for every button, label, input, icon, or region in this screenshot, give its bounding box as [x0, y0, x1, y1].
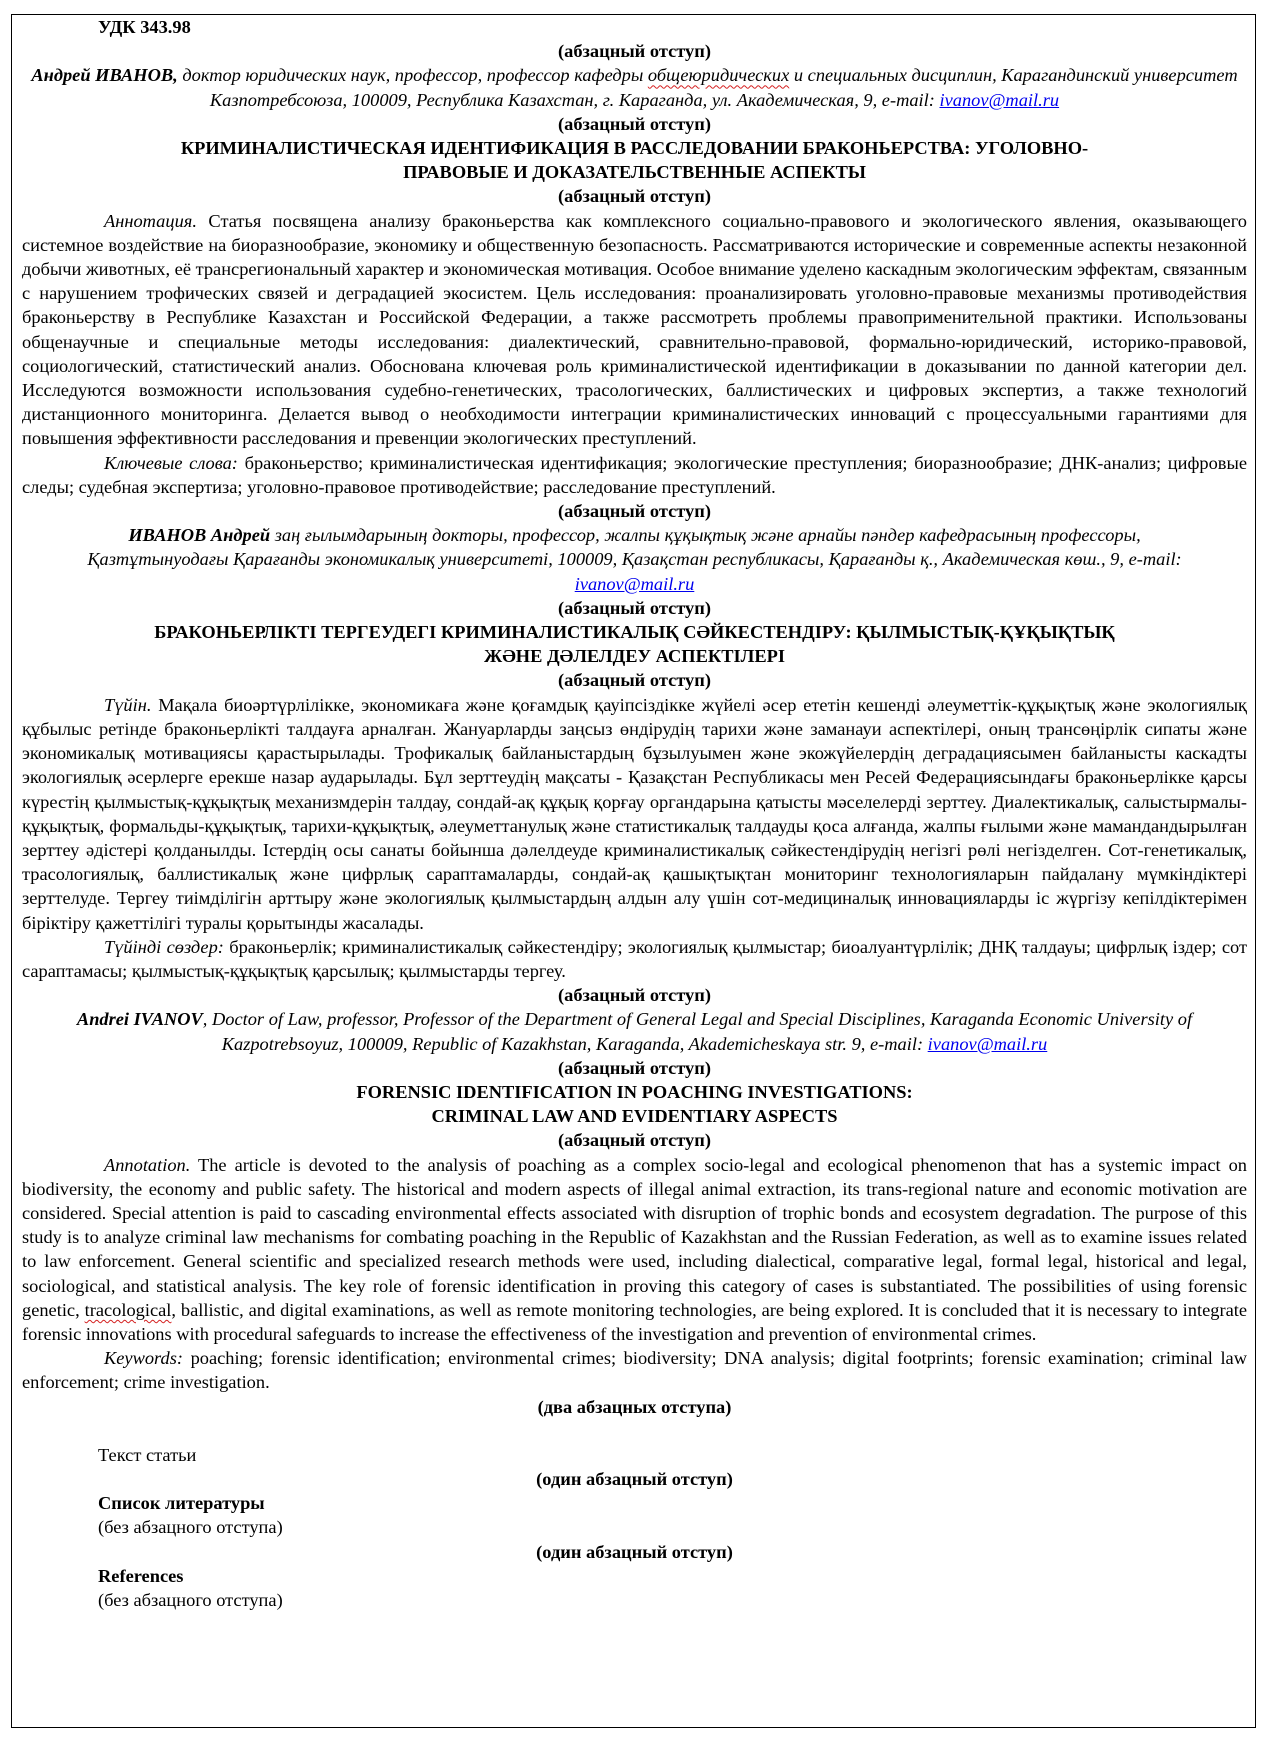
- ru-spellcheck-word: общеюридических: [647, 65, 790, 86]
- ru-keywords-label: Ключевые слова:: [104, 452, 238, 473]
- indent-mark: (абзацный отступ): [558, 113, 711, 134]
- ru-title-line2: ПРАВОВЫЕ И ДОКАЗАТЕЛЬСТВЕННЫЕ АСПЕКТЫ: [403, 162, 866, 183]
- ru-abstract-label: Аннотация.: [104, 210, 197, 231]
- no-indent-note: (без абзацного отступа): [98, 1517, 283, 1538]
- indent-mark: (абзацный отступ): [558, 1057, 711, 1078]
- en-author-name: Andrei IVANOV: [76, 1009, 203, 1030]
- kz-email-link[interactable]: ivanov@mail.ru: [574, 573, 695, 594]
- kz-abstract-label: Түйін.: [104, 694, 152, 715]
- ru-title-line1: КРИМИНАЛИСТИЧЕСКАЯ ИДЕНТИФИКАЦИЯ В РАССЛЕДОВАНИИ БРАКОНЬЕРСТВА: УГОЛОВНО-: [180, 138, 1089, 159]
- indent-mark: (абзацный отступ): [558, 670, 711, 691]
- indent-mark: (абзацный отступ): [558, 186, 711, 207]
- kz-author-block: [22, 523, 1247, 596]
- kz-abstract: [22, 693, 1247, 935]
- en-abstract: [22, 1153, 1247, 1347]
- en-title-line2: CRIMINAL LAW AND EVIDENTIARY ASPECTS: [431, 1106, 838, 1127]
- kz-author-name: ИВАНОВ Андрей: [128, 525, 271, 546]
- ru-author-info-2: и специальных дисциплин, Карагандинский университет Казпотребсоюза, 100009, Республика Казахстан, г. Караганда, ул. Академическая, 9, e-mail:: [209, 65, 1238, 110]
- en-abstract-label: Annotation.: [104, 1154, 191, 1175]
- kz-title-line2: ЖӘНЕ ДӘЛЕЛДЕУ АСПЕКТІЛЕРІ: [484, 646, 785, 667]
- ru-abstract-text: Статья посвящена анализу браконьерства как комплексного социально-правового и экологического явления, оказывающего системное воздействие на биоразнообразие, экономику и общественную безопасность. Рассматриваются исторические и современные аспекты незаконной добычи животных, её трансрегиональный характер и экономическая мотивация. Особое внимание уделено каскадным экологическим эффектам, связанным с нарушением трофических связей и деградацией экосистем. Цель исследования: проанализировать уголовно-правовые механизмы противодействия браконьерству в Республике Казахстан и Российской Федерации, а также рассмотреть проблемы правоприменительной практики. Использованы общенаучные и специальные методы исследования: диалектический, сравнительно-правовой, формально-юридический, историко-правовой, социологический, статистический анализ. Обоснована ключевая роль криминалистической идентификации в доказывании по данной категории дел. Исследуются возможности использования судебно-генетических, трасологических, баллистических и цифровых экспертиз, а также технологий дистанционного мониторинга. Делается вывод о необходимости интеграции криминалистических инноваций с процессуальными гарантиями для повышения эффективности расследования и превенции экологических преступлений.: [22, 210, 1247, 449]
- document-page: [11, 14, 1256, 1728]
- document-content: [22, 15, 1247, 1612]
- ru-title: [22, 136, 1247, 184]
- kz-abstract-text: Мақала биоәртүрлілікке, экономикаға және қоғамдық қауіпсіздікке жүйелі әсер ететін кешенді әлеуметтік-құқықтық және экологиялық құбылыс ретінде браконьерлікті талдауға арналған. Жануарларды заңсыз өндірудің тарихи және заманауи аспектілері, оның трансөңірлік сипаты және экономикалық мотивациясы қарастырылады. Трофикалық байланыстардың бұзылуымен және экожүйелердің деградациясымен байланысты каскадты экологиялық әсерлерге ерекше назар аударылады. Бұл зерттеудің мақсаты - Қазақстан Республикасы мен Ресей Федерациясындағы браконьерлікке қарсы күрестің қылмыстық-құқықтық механизмдерін талдау, сондай-ақ құқық қорғау органдарына қатысты мәселелерді зерттеу. Диалектикалық, салыстырмалы-құқықтық, формальды-құқықтық, тарихи-құқықтық, әлеуметтанулық және статистикалық талдауды қоса алғанда, жалпы ғылыми және мамандандырылған зерттеу әдістері қолданылды. Істердің осы санаты бойынша дәлелдеуде криминалистикалық сәйкестендірудің негізгі рөлі негізделген. Сот-генетикалық, трасологиялық, баллистикалық және цифрлық сараптамаларды, сондай-ақ қашықтықтан мониторинг технологияларын пайдалану мүмкіндіктері зерттелуде. Тергеу тиімділігін арттыру және экологиялық қылмыстардың алдын алу үшін сот-медициналық инновацияларды іс жүргізу кепілдіктерімен біріктіру қажеттілігі туралы қорытынды жасалады.: [22, 694, 1247, 933]
- kz-author-info: заң ғылымдарының докторы, профессор, жалпы құқықтық және арнайы пәндер кафедрасының профессоры, Қазтұтынуодағы Қарағанды экономикалық университеті, 100009, Қазақстан республикасы, Қарағанды қ., Академическая көш., 9, e-mail:: [87, 525, 1182, 570]
- ru-author-info-1: доктор юридических наук, профессор, профессор кафедры: [177, 65, 648, 86]
- en-abstract-text-2: , ballistic, and digital examinations, as well as remote monitoring technologies, are being explored. It is concluded that it is necessary to integrate forensic innovations with procedural safeguards to increase the effectiveness of the investigation and prevention of environmental crimes.: [22, 1299, 1247, 1344]
- indent-mark: (абзацный отступ): [558, 985, 711, 1006]
- references-en-heading: References: [98, 1565, 184, 1586]
- indent-mark: (абзацный отступ): [558, 41, 711, 62]
- indent-mark: (абзацный отступ): [558, 1130, 711, 1151]
- indent-mark: (абзацный отступ): [558, 501, 711, 522]
- udk-code: УДК 343.98: [98, 17, 191, 37]
- en-keywords-text: poaching; forensic identification; environmental crimes; biodiversity; DNA analysis; digital footprints; forensic examination; criminal law enforcement; crime investigation.: [22, 1348, 1247, 1393]
- ru-author-name: Андрей ИВАНОВ,: [31, 65, 178, 86]
- ru-author-block: [22, 63, 1247, 111]
- ru-email-link[interactable]: ivanov@mail.ru: [939, 89, 1060, 110]
- kz-keywords: [22, 935, 1247, 983]
- indent-mark: (абзацный отступ): [558, 597, 711, 618]
- article-text-placeholder: Текст статьи: [98, 1444, 197, 1465]
- en-author-block: [22, 1007, 1247, 1055]
- blank-line: [22, 1419, 1247, 1443]
- kz-keywords-label: Түйінді сөздер:: [104, 936, 224, 957]
- two-indents-mark: (два абзацных отступа): [537, 1396, 732, 1417]
- en-abstract-text-1: The article is devoted to the analysis of poaching as a complex socio-legal and ecological phenomenon that has a systemic impact on biodiversity, the economy and public safety. The historical and modern aspects of illegal animal extraction, its trans-regional nature and economic motivation are considered. Special attention is paid to cascading environmental effects associated with disruption of trophic bonds and ecosystem degradation. The purpose of this study is to analyze criminal law mechanisms for combating poaching in the Republic of Kazakhstan and the Russian Federation, as well as to examine issues related to law enforcement. General scientific and specialized research methods were used, including dialectical, comparative legal, formal legal, historical and legal, sociological, and statistical analysis. The key role of forensic identification in proving this category of cases is substantiated. The possibilities of using forensic genetic,: [22, 1154, 1247, 1320]
- kz-title-line1: БРАКОНЬЕРЛІКТІ ТЕРГЕУДЕГІ КРИМИНАЛИСТИКАЛЫҚ СӘЙКЕСТЕНДІРУ: ҚЫЛМЫСТЫҚ-ҚҰҚЫҚТЫҚ: [154, 622, 1115, 643]
- en-keywords: [22, 1346, 1247, 1394]
- one-indent-mark: (один абзацный отступ): [536, 1468, 733, 1489]
- one-indent-mark: (один абзацный отступ): [536, 1541, 733, 1562]
- en-email-link[interactable]: ivanov@mail.ru: [927, 1033, 1048, 1054]
- en-spellcheck-word: tracological: [84, 1299, 172, 1320]
- ru-keywords: [22, 451, 1247, 499]
- ru-keywords-text: браконьерство; криминалистическая идентификация; экологические преступления; биоразнообразие; ДНК-анализ; цифровые следы; судебная экспертиза; уголовно-правовое противодействие; расследование преступлений.: [22, 452, 1247, 497]
- en-title-line1: FORENSIC IDENTIFICATION IN POACHING INVESTIGATIONS:: [356, 1081, 913, 1102]
- references-ru-heading: Список литературы: [98, 1493, 265, 1514]
- en-author-info: , Doctor of Law, professor, Professor of the Department of General Legal and Special Disciplines, Karaganda Economic University of Kazpotrebsoyuz, 100009, Republic of Kazakhstan, Karaganda, Akademicheskaya str. 9, e-mail:: [202, 1009, 1193, 1054]
- en-keywords-label: Keywords:: [104, 1348, 184, 1369]
- kz-keywords-text: браконьерлік; криминалистикалық сәйкестендіру; экологиялық қылмыстар; биоалуантүрлілік; ДНҚ талдауы; цифрлық іздер; сот сараптамасы; қылмыстық-құқықтық қарсылық; қылмыстарды тергеу.: [22, 936, 1247, 981]
- ru-abstract: [22, 209, 1247, 451]
- kz-title: [22, 620, 1247, 668]
- en-title: [22, 1080, 1247, 1128]
- no-indent-note: (без абзацного отступа): [98, 1590, 283, 1610]
